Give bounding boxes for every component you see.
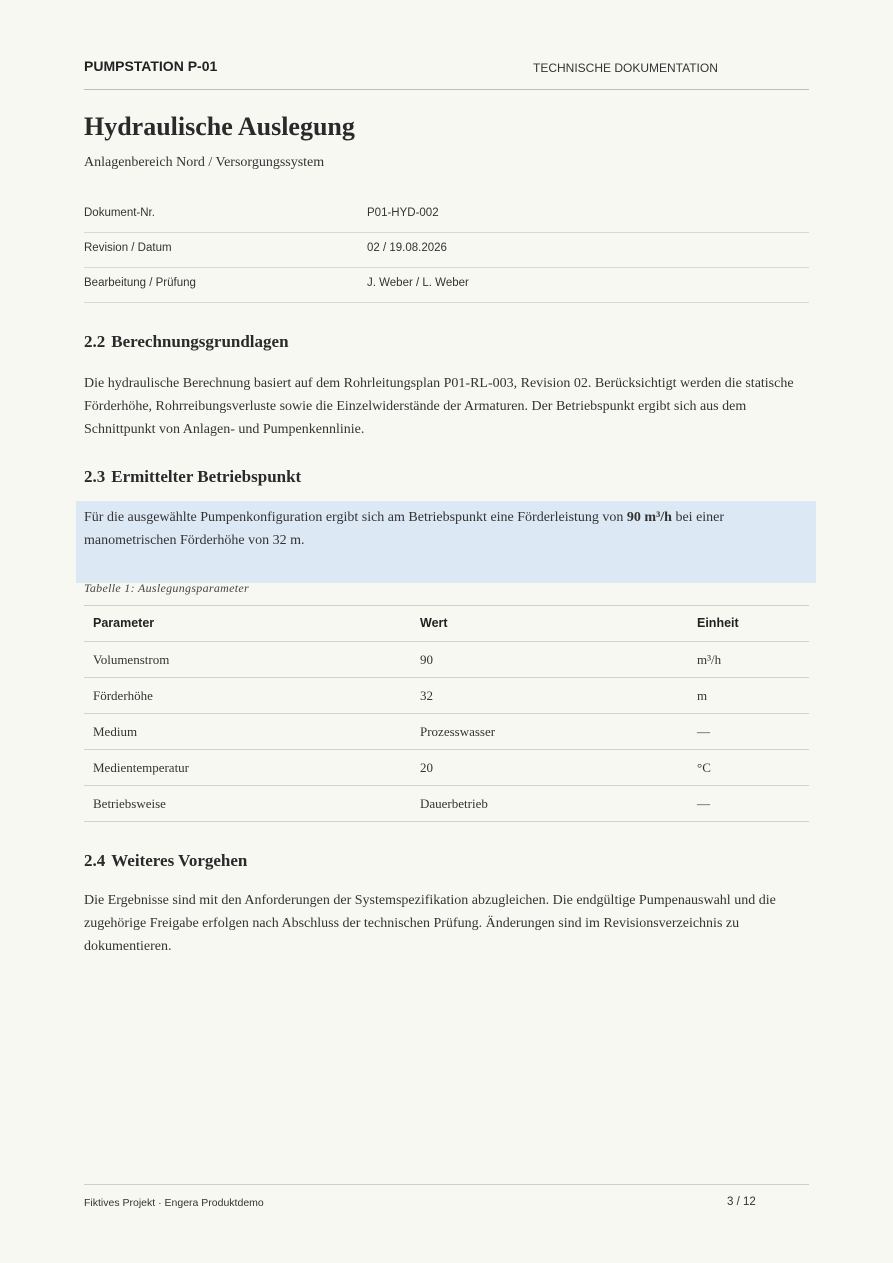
meta-label: Revision / Datum [84,242,172,254]
section-heading-2-4 [84,851,247,871]
table-row [84,786,809,822]
table-row [84,714,809,750]
document-type: TECHNISCHE DOKUMENTATION [533,61,718,75]
page-title: Hydraulische Auslegung [84,112,355,141]
table-cell: 90 [420,652,433,667]
table-cell: — [697,724,710,739]
project-name: PUMPSTATION P-01 [84,58,218,74]
table-row [84,642,809,678]
table-cell: Medium [93,724,138,739]
table-cell: 32 [420,688,433,703]
table-cell: m³/h [697,652,722,667]
header-divider [84,89,809,90]
section-heading-2-3 [84,467,301,487]
table-header-row [84,606,809,642]
meta-row-editor [84,268,809,303]
page-header [84,58,809,78]
section-number: 2.3 [84,467,106,486]
column-header-value: Wert [420,616,448,630]
text-part: Für die ausgewählte Pumpenkonfiguration ergibt sich am Betriebspunkt eine Förderleistung von [84,510,627,525]
section-title: Berechnungsgrundlagen [111,332,289,351]
section-text-2-3 [84,506,804,552]
meta-value: 02 / 19.08.2026 [367,242,447,254]
parameter-table [84,605,809,822]
meta-value: P01-HYD-002 [367,207,439,219]
table-cell: Prozesswasser [420,724,496,739]
section-number: 2.4 [84,851,106,870]
table-cell: m [697,688,708,703]
table-cell: Medientemperatur [93,760,190,775]
section-title: Weiteres Vorgehen [111,851,248,870]
text-part: bei einer manometrischen Förderhöhe von 32 m. [84,510,725,548]
table-caption: Tabelle 1: Auslegungsparameter [84,581,249,595]
document-meta-table [84,198,809,303]
highlight-box [76,501,816,583]
column-header-parameter: Parameter [93,616,155,630]
table-row [84,750,809,786]
footer-divider [84,1184,809,1185]
meta-row-revision [84,233,809,268]
table-cell: Betriebsweise [93,796,166,811]
table-cell: Förderhöhe [93,688,153,703]
footer-project-note: Fiktives Projekt · Engera Produktdemo [84,1197,264,1209]
section-title: Ermittelter Betriebspunkt [111,467,302,486]
meta-row-document-number [84,198,809,233]
page-number: 3 / 12 [727,1196,756,1208]
section-number: 2.2 [84,332,106,351]
section-heading-2-2 [84,332,289,352]
meta-label: Dokument-Nr. [84,207,155,219]
column-header-unit: Einheit [697,616,739,630]
table-cell: Volumenstrom [93,652,170,667]
page-subtitle: Anlagenbereich Nord / Versorgungssystem [84,155,325,170]
meta-label: Bearbeitung / Prüfung [84,277,196,289]
table-cell: °C [697,760,711,775]
section-text-2-2: Die hydraulische Berechnung basiert auf dem Rohrleitungsplan P01-RL-003, Revision 02. Berücksichtigt werden die statische Förderhöhe, Rohrreibungsverluste sowie die Einzelwiderstände der Armaturen. Der Betriebspunkt ergibt sich aus dem Schnittpunkt von Anlagen- und Pumpenkennlinie. [84,376,794,437]
meta-value: J. Weber / L. Weber [367,277,469,289]
table-cell: 20 [420,760,433,775]
table-cell: Dauerbetrieb [420,796,488,811]
section-text-2-4: Die Ergebnisse sind mit den Anforderungen der Systemspezifikation abzugleichen. Die endgültige Pumpenauswahl und die zugehörige Freigabe erfolgen nach Abschluss der technischen Prüfung. Änderungen sind im Revisionsverzeichnis zu dokumentieren. [84,893,776,954]
table-row [84,678,809,714]
table-cell: — [697,796,710,811]
flow-rate-value: 90 m³/h [626,510,672,525]
